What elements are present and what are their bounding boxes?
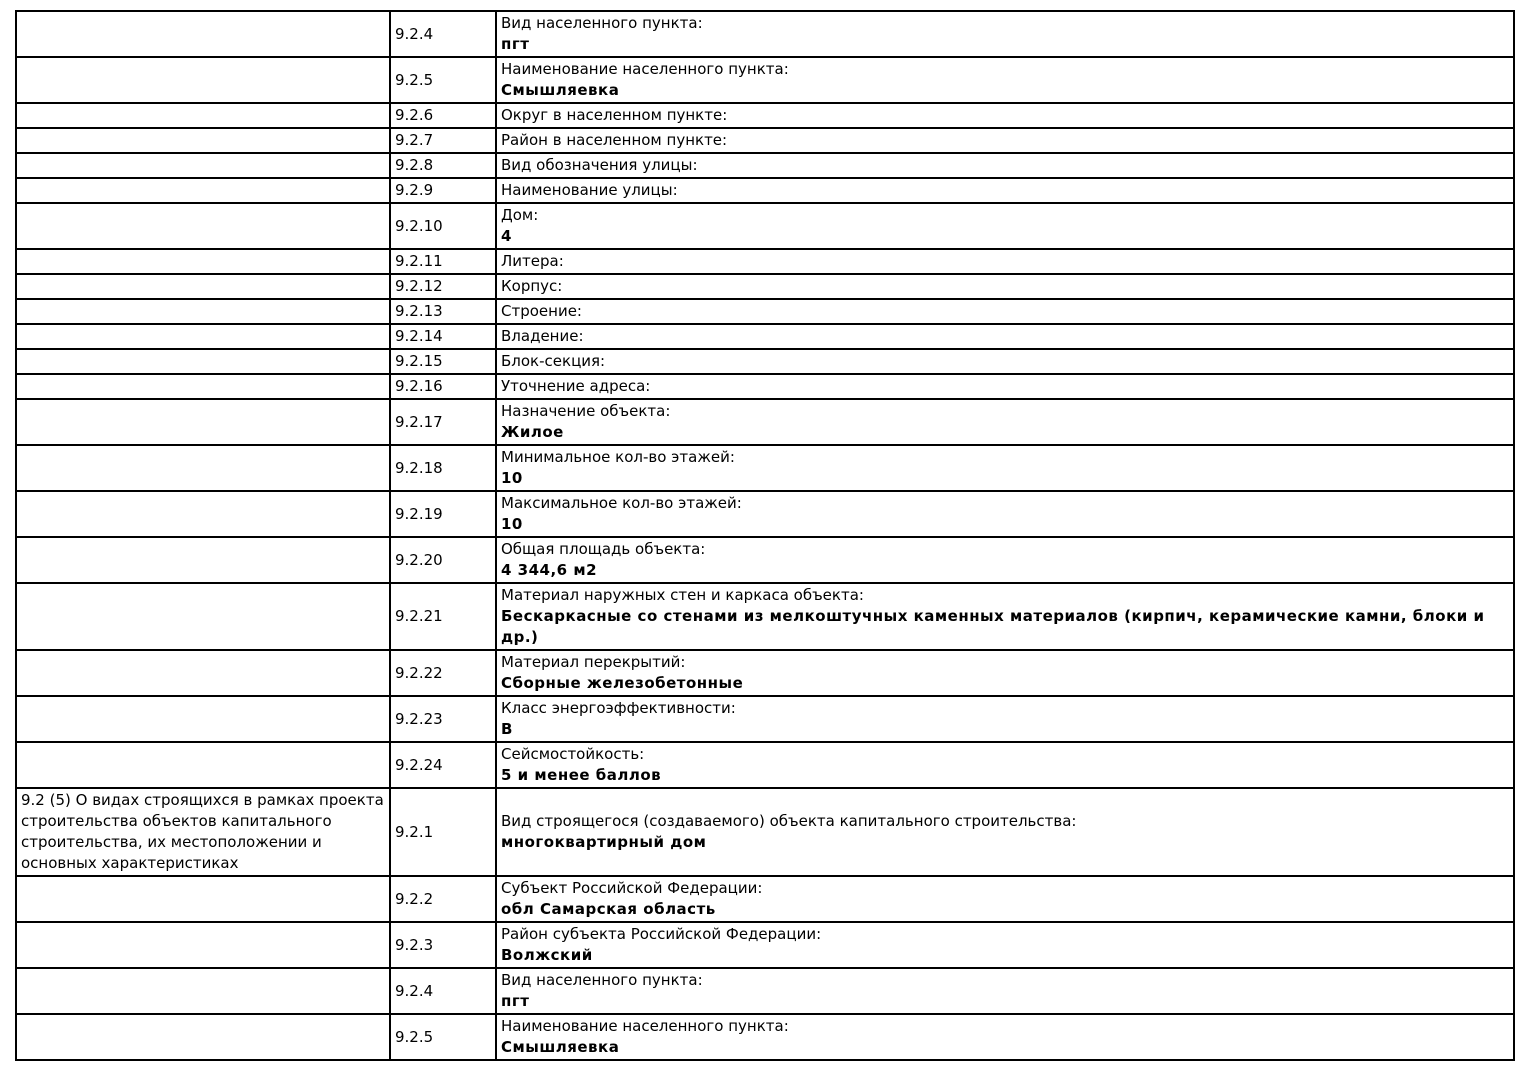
section-label: 9.2 (5) О видах строящихся в рамках проекта строительства объектов капитального строительства, их местоположении и основных характеристиках [21, 791, 384, 872]
section-cell [16, 103, 390, 128]
row-field-cell [496, 128, 1514, 153]
field-value: Жилое [501, 423, 564, 441]
section-cell [16, 128, 390, 153]
table-row [16, 922, 1514, 968]
field-value: 10 [501, 469, 523, 487]
section-cell [16, 922, 390, 968]
row-code-cell [390, 249, 496, 274]
field-value: Бескаркасные со стенами из мелкоштучных каменных материалов (кирпич, керамические камни, блоки и др.) [501, 607, 1485, 646]
field-label: Вид обозначения улицы: [501, 156, 698, 174]
row-code-cell [390, 399, 496, 445]
field-value: пгт [501, 35, 530, 53]
row-code-cell [390, 650, 496, 696]
field-label: Материал перекрытий: [501, 653, 686, 671]
row-field-cell [496, 249, 1514, 274]
table-row [16, 57, 1514, 103]
row-field-cell [496, 445, 1514, 491]
section-cell [16, 274, 390, 299]
field-label: Вид населенного пункта: [501, 14, 703, 32]
row-code: 9.2.2 [395, 889, 434, 908]
row-field-cell [496, 349, 1514, 374]
table-row [16, 324, 1514, 349]
field-value: Волжский [501, 946, 593, 964]
table-row [16, 103, 1514, 128]
row-field-cell [496, 1014, 1514, 1060]
row-code-cell [390, 11, 496, 57]
section-cell [16, 876, 390, 922]
field-label: Округ в населенном пункте: [501, 106, 728, 124]
section-cell [16, 349, 390, 374]
row-field-cell [496, 324, 1514, 349]
section-cell [16, 299, 390, 324]
field-value: Сборные железобетонные [501, 674, 744, 692]
section-cell [16, 445, 390, 491]
table-row [16, 399, 1514, 445]
row-code-cell [390, 1014, 496, 1060]
section-cell [16, 1014, 390, 1060]
field-label: Наименование населенного пункта: [501, 60, 789, 78]
row-code: 9.2.15 [395, 352, 443, 370]
table-row [16, 178, 1514, 203]
row-code: 9.2.20 [395, 550, 443, 569]
field-label: Блок-секция: [501, 352, 606, 370]
field-label: Литера: [501, 252, 564, 270]
row-code: 9.2.21 [395, 607, 443, 625]
field-label: Сейсмостойкость: [501, 745, 645, 763]
declaration-table [15, 10, 1515, 1061]
table-row [16, 203, 1514, 249]
table-row [16, 491, 1514, 537]
row-code-cell [390, 128, 496, 153]
table-row [16, 349, 1514, 374]
field-value: пгт [501, 992, 530, 1010]
row-code-cell [390, 103, 496, 128]
table-row [16, 742, 1514, 788]
row-field-cell [496, 153, 1514, 178]
row-field-cell [496, 876, 1514, 922]
section-cell [16, 696, 390, 742]
section-cell [16, 742, 390, 788]
row-code-cell [390, 537, 496, 583]
row-code-cell [390, 583, 496, 650]
row-field-cell [496, 650, 1514, 696]
row-field-cell [496, 374, 1514, 399]
section-cell [16, 491, 390, 537]
row-code-cell [390, 445, 496, 491]
row-code: 9.2.12 [395, 277, 443, 295]
table-row [16, 1014, 1514, 1060]
table-row [16, 696, 1514, 742]
row-field-cell [496, 103, 1514, 128]
field-label: Субъект Российской Федерации: [501, 879, 763, 897]
table-row [16, 968, 1514, 1014]
field-value: В [501, 720, 513, 738]
row-code-cell [390, 324, 496, 349]
declaration-table-body [16, 11, 1514, 1060]
row-field-cell [496, 968, 1514, 1014]
row-code-cell [390, 274, 496, 299]
field-value: многоквартирный дом [501, 833, 707, 851]
field-label: Уточнение адреса: [501, 377, 651, 395]
row-code: 9.2.16 [395, 377, 443, 395]
row-code: 9.2.17 [395, 412, 443, 431]
table-row [16, 128, 1514, 153]
table-row [16, 374, 1514, 399]
row-field-cell [496, 788, 1514, 876]
row-field-cell [496, 274, 1514, 299]
field-value: 4 344,6 м2 [501, 561, 598, 579]
row-field-cell [496, 399, 1514, 445]
row-code: 9.2.3 [395, 935, 434, 954]
row-code: 9.2.4 [395, 24, 434, 43]
field-label: Район в населенном пункте: [501, 131, 728, 149]
row-code-cell [390, 178, 496, 203]
field-label: Вид строящегося (создаваемого) объекта капитального строительства: [501, 812, 1077, 830]
row-code: 9.2.8 [395, 156, 434, 174]
field-label: Наименование улицы: [501, 181, 678, 199]
row-code: 9.2.24 [395, 755, 443, 774]
field-value: 4 [501, 227, 512, 245]
field-value: обл Самарская область [501, 900, 716, 918]
table-row [16, 583, 1514, 650]
row-code: 9.2.11 [395, 252, 443, 270]
row-field-cell [496, 742, 1514, 788]
field-value: Смышляевка [501, 1038, 620, 1056]
table-row [16, 650, 1514, 696]
field-label: Минимальное кол-во этажей: [501, 448, 735, 466]
row-code: 9.2.13 [395, 302, 443, 320]
row-code: 9.2.14 [395, 327, 443, 345]
row-code: 9.2.1 [395, 822, 434, 841]
field-label: Максимальное кол-во этажей: [501, 494, 742, 512]
row-field-cell [496, 537, 1514, 583]
table-row [16, 274, 1514, 299]
row-code: 9.2.18 [395, 458, 443, 477]
row-code-cell [390, 876, 496, 922]
row-code-cell [390, 742, 496, 788]
row-code: 9.2.10 [395, 216, 443, 235]
section-cell [16, 399, 390, 445]
field-label: Материал наружных стен и каркаса объекта: [501, 586, 864, 604]
row-code-cell [390, 349, 496, 374]
row-code: 9.2.7 [395, 131, 434, 149]
row-code-cell [390, 57, 496, 103]
field-label: Наименование населенного пункта: [501, 1017, 789, 1035]
table-row [16, 153, 1514, 178]
section-cell [16, 178, 390, 203]
field-value: 5 и менее баллов [501, 766, 662, 784]
section-cell [16, 537, 390, 583]
field-label: Район субъекта Российской Федерации: [501, 925, 822, 943]
section-cell [16, 203, 390, 249]
field-label: Назначение объекта: [501, 402, 671, 420]
table-row [16, 299, 1514, 324]
row-code: 9.2.19 [395, 504, 443, 523]
row-field-cell [496, 696, 1514, 742]
row-field-cell [496, 491, 1514, 537]
row-code-cell [390, 491, 496, 537]
row-field-cell [496, 178, 1514, 203]
row-code: 9.2.23 [395, 709, 443, 728]
row-field-cell [496, 57, 1514, 103]
section-cell [16, 968, 390, 1014]
row-code: 9.2.22 [395, 663, 443, 682]
row-code-cell [390, 922, 496, 968]
table-row [16, 537, 1514, 583]
row-code: 9.2.5 [395, 70, 434, 89]
table-row [16, 249, 1514, 274]
row-code-cell [390, 203, 496, 249]
row-field-cell [496, 299, 1514, 324]
section-cell [16, 11, 390, 57]
row-field-cell [496, 583, 1514, 650]
row-field-cell [496, 203, 1514, 249]
section-cell [16, 249, 390, 274]
row-code-cell [390, 696, 496, 742]
field-label: Владение: [501, 327, 584, 345]
section-cell [16, 650, 390, 696]
field-value: Смышляевка [501, 81, 620, 99]
table-row [16, 445, 1514, 491]
table-row [16, 11, 1514, 57]
field-label: Дом: [501, 206, 539, 224]
row-code: 9.2.9 [395, 181, 434, 199]
row-code-cell [390, 788, 496, 876]
field-label: Общая площадь объекта: [501, 540, 706, 558]
section-cell [16, 374, 390, 399]
field-label: Класс энергоэффективности: [501, 699, 736, 717]
field-value: 10 [501, 515, 523, 533]
section-cell [16, 57, 390, 103]
section-cell [16, 153, 390, 178]
row-code-cell [390, 153, 496, 178]
section-cell [16, 788, 390, 876]
row-code-cell [390, 299, 496, 324]
row-code: 9.2.6 [395, 106, 434, 124]
row-code: 9.2.4 [395, 981, 434, 1000]
table-row [16, 876, 1514, 922]
row-field-cell [496, 922, 1514, 968]
row-code-cell [390, 374, 496, 399]
row-field-cell [496, 11, 1514, 57]
field-label: Строение: [501, 302, 582, 320]
section-cell [16, 583, 390, 650]
section-cell [16, 324, 390, 349]
field-label: Вид населенного пункта: [501, 971, 703, 989]
field-label: Корпус: [501, 277, 563, 295]
table-row [16, 788, 1514, 876]
row-code: 9.2.5 [395, 1027, 434, 1046]
row-code-cell [390, 968, 496, 1014]
